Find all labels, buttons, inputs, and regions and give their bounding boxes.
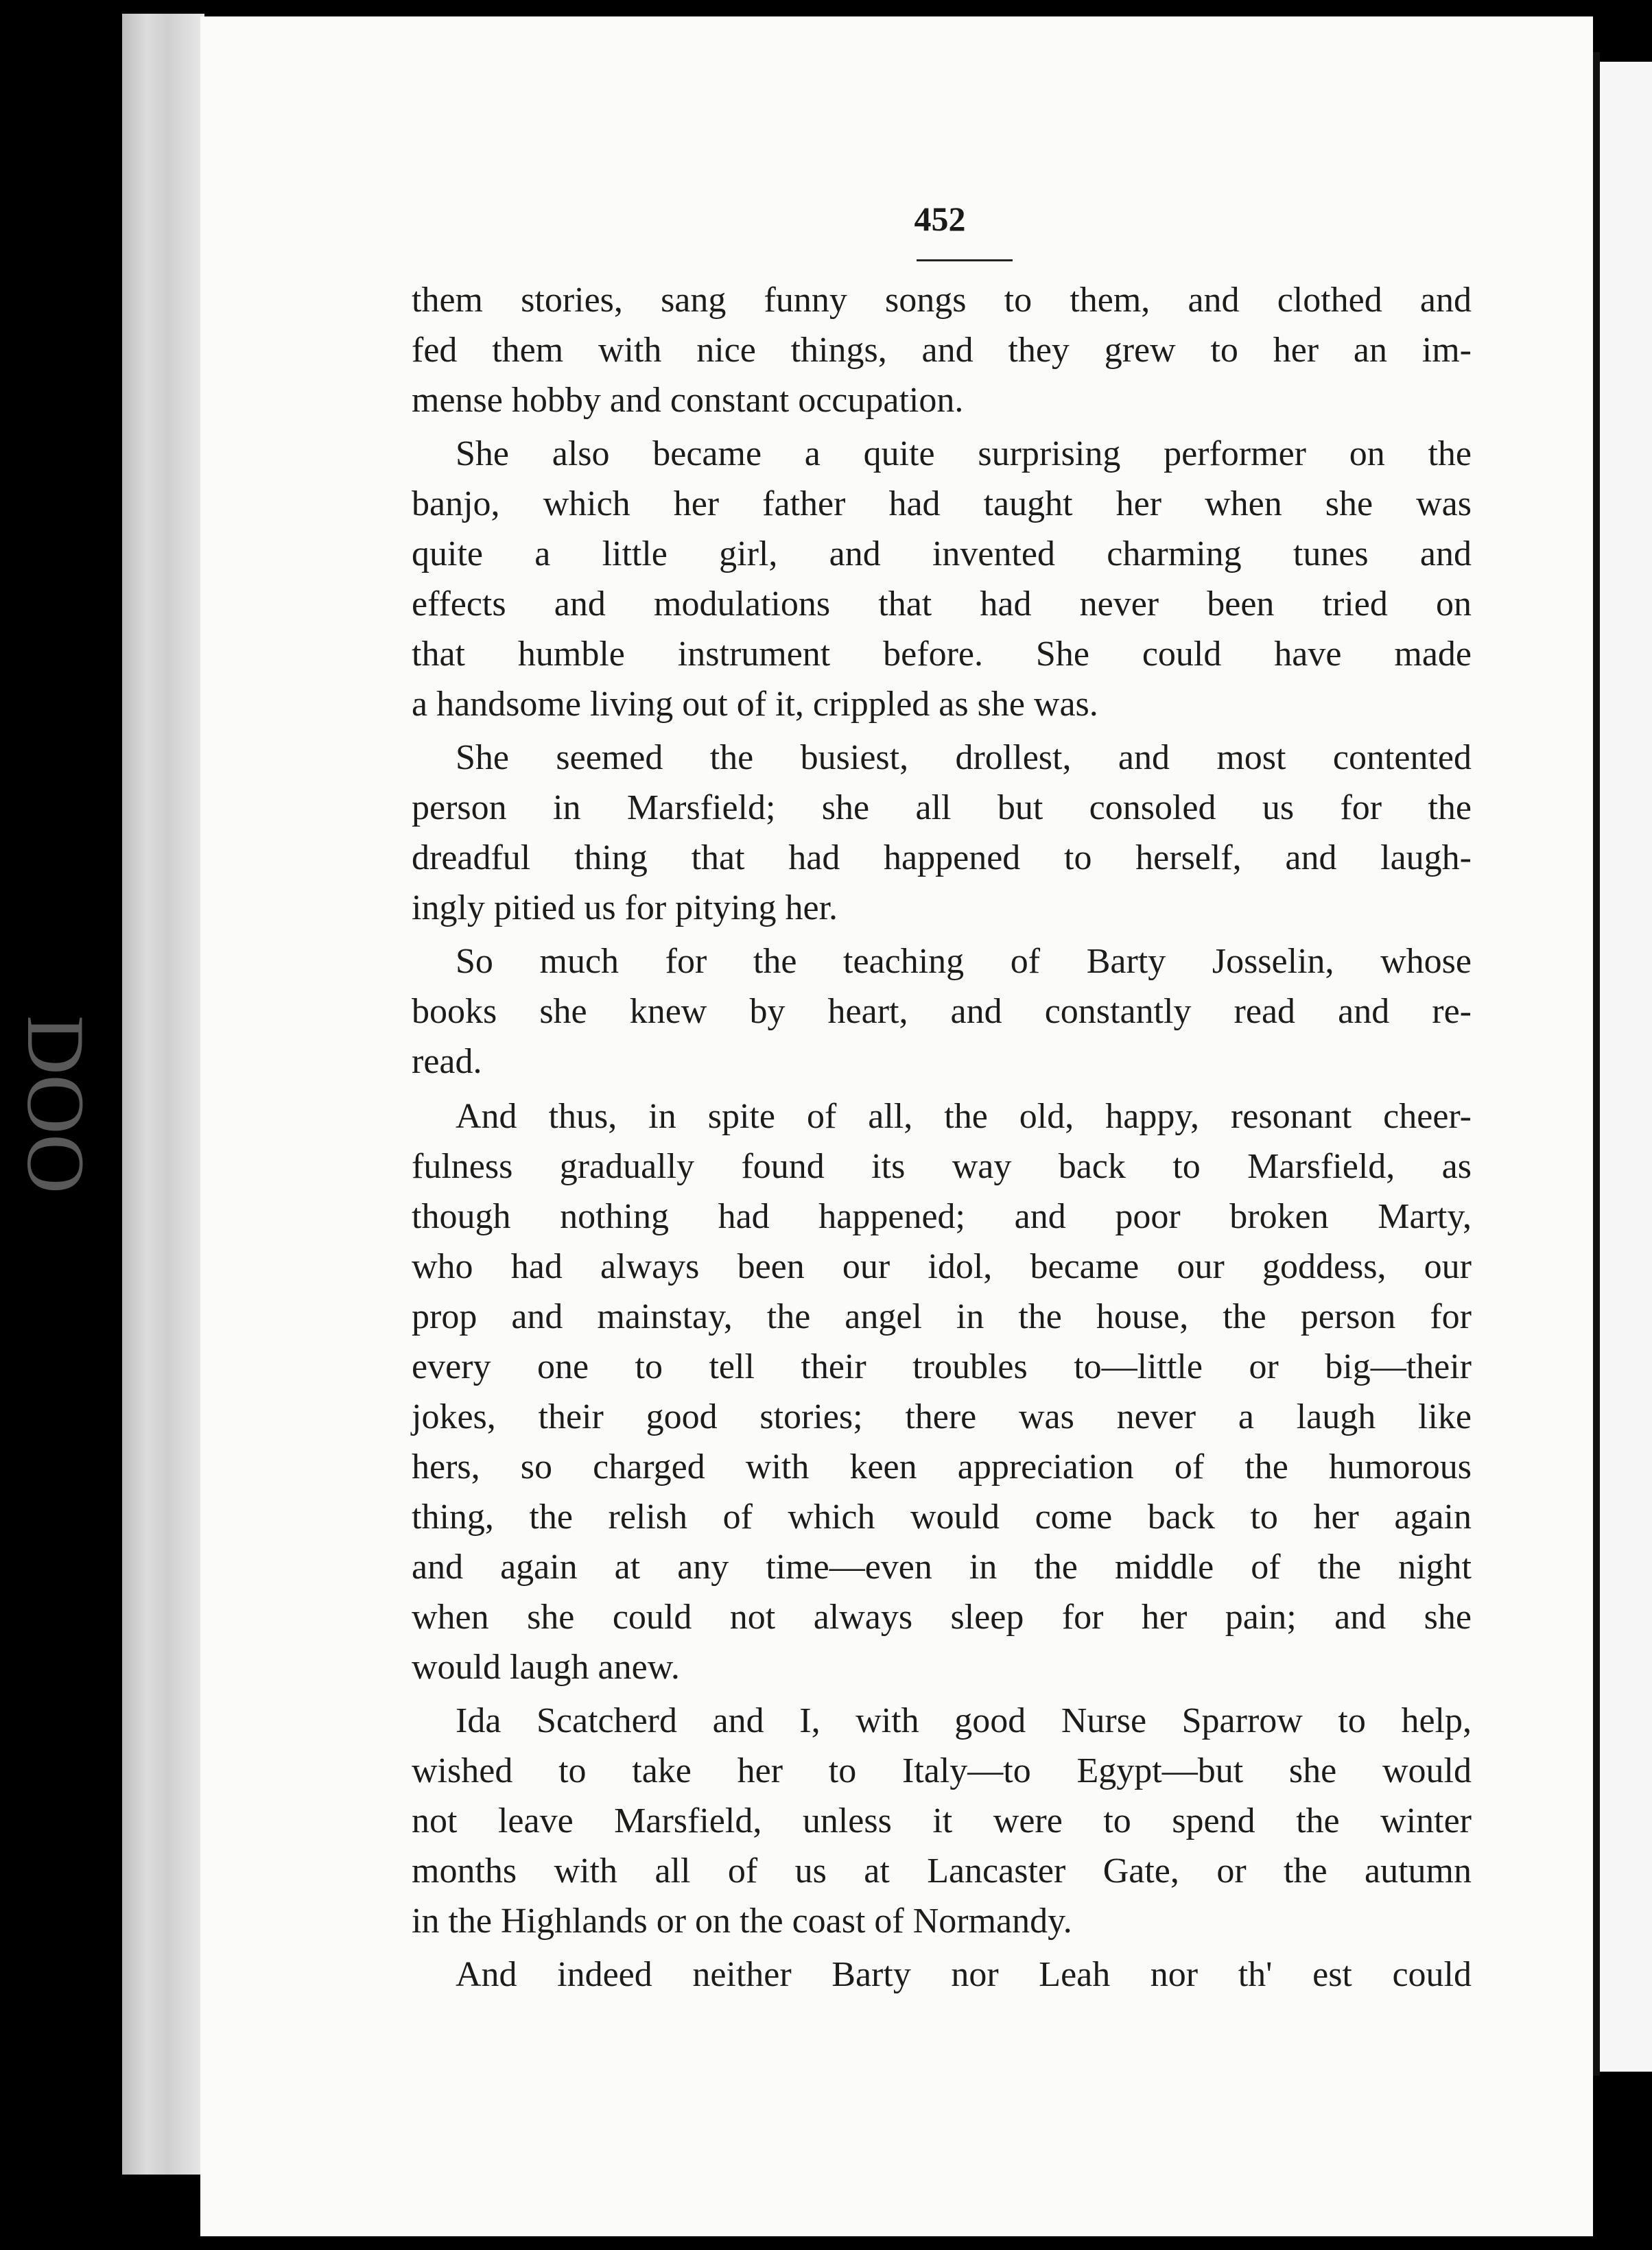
text-line: that humble instrument before. She could have made bbox=[412, 635, 1472, 674]
text-line: quite a little girl, and invented charming tunes and bbox=[412, 534, 1472, 573]
text-line: prop and mainstay, the angel in the house, the person for bbox=[412, 1297, 1472, 1336]
text-line: banjo, which her father had taught her when she was bbox=[412, 484, 1472, 523]
text-line: fulness gradually found its way back to Marsfield, as bbox=[412, 1147, 1472, 1186]
text-line: mense hobby and constant occupation. bbox=[412, 381, 964, 420]
book-spine-edge bbox=[122, 14, 204, 2175]
text-line: ingly pitied us for pitying her. bbox=[412, 888, 838, 927]
body-text bbox=[412, 278, 1472, 2034]
page-number: 452 bbox=[914, 200, 966, 238]
text-line: books she knew by heart, and constantly read and re- bbox=[412, 992, 1472, 1031]
next-page-edge bbox=[1600, 62, 1652, 2072]
text-line: every one to tell their troubles to—little or big—their bbox=[412, 1347, 1472, 1386]
text-line: read. bbox=[412, 1042, 482, 1081]
text-line: jokes, their good stories; there was never a laugh like bbox=[412, 1397, 1472, 1436]
text-line: and again at any time—even in the middle of the night bbox=[412, 1548, 1472, 1587]
text-line: dreadful thing that had happened to herself, and laugh- bbox=[412, 838, 1472, 877]
text-line: She seemed the busiest, drollest, and most contented bbox=[456, 738, 1472, 777]
text-line: them stories, sang funny songs to them, and clothed and bbox=[412, 281, 1472, 320]
text-line: And indeed neither Barty nor Leah nor th' est could bbox=[456, 1955, 1472, 1994]
text-line: not leave Marsfield, unless it were to spend the winter bbox=[412, 1801, 1472, 1840]
page-right-border bbox=[1593, 52, 1600, 2076]
text-line: months with all of us at Lancaster Gate, or the autumn bbox=[412, 1851, 1472, 1891]
text-line: would laugh anew. bbox=[412, 1648, 680, 1687]
text-line: She also became a quite surprising performer on the bbox=[456, 434, 1472, 473]
text-line: fed them with nice things, and they grew to her an im- bbox=[412, 331, 1472, 370]
text-line: hers, so charged with keen appreciation of the humorous bbox=[412, 1447, 1472, 1487]
text-line: wished to take her to Italy—to Egypt—but she would bbox=[412, 1751, 1472, 1790]
page-number-rule bbox=[917, 259, 1013, 261]
text-line: in the Highlands or on the coast of Normandy. bbox=[412, 1902, 1072, 1941]
text-line: a handsome living out of it, crippled as she was. bbox=[412, 685, 1098, 724]
text-line: who had always been our idol, became our goddess, our bbox=[412, 1247, 1472, 1286]
text-line: though nothing had happened; and poor broken Marty, bbox=[412, 1197, 1472, 1236]
text-line: Ida Scatcherd and I, with good Nurse Sparrow to help, bbox=[456, 1701, 1472, 1740]
text-line: when she could not always sleep for her pain; and she bbox=[412, 1598, 1472, 1637]
margin-mark: DOO bbox=[10, 1015, 102, 1194]
text-line: And thus, in spite of all, the old, happy, resonant cheer- bbox=[456, 1097, 1472, 1136]
text-line: effects and modulations that had never been tried on bbox=[412, 584, 1472, 624]
text-line: person in Marsfield; she all but consoled us for the bbox=[412, 788, 1472, 827]
text-line: thing, the relish of which would come back to her again bbox=[412, 1497, 1472, 1537]
text-line: So much for the teaching of Barty Josselin, whose bbox=[456, 942, 1472, 981]
